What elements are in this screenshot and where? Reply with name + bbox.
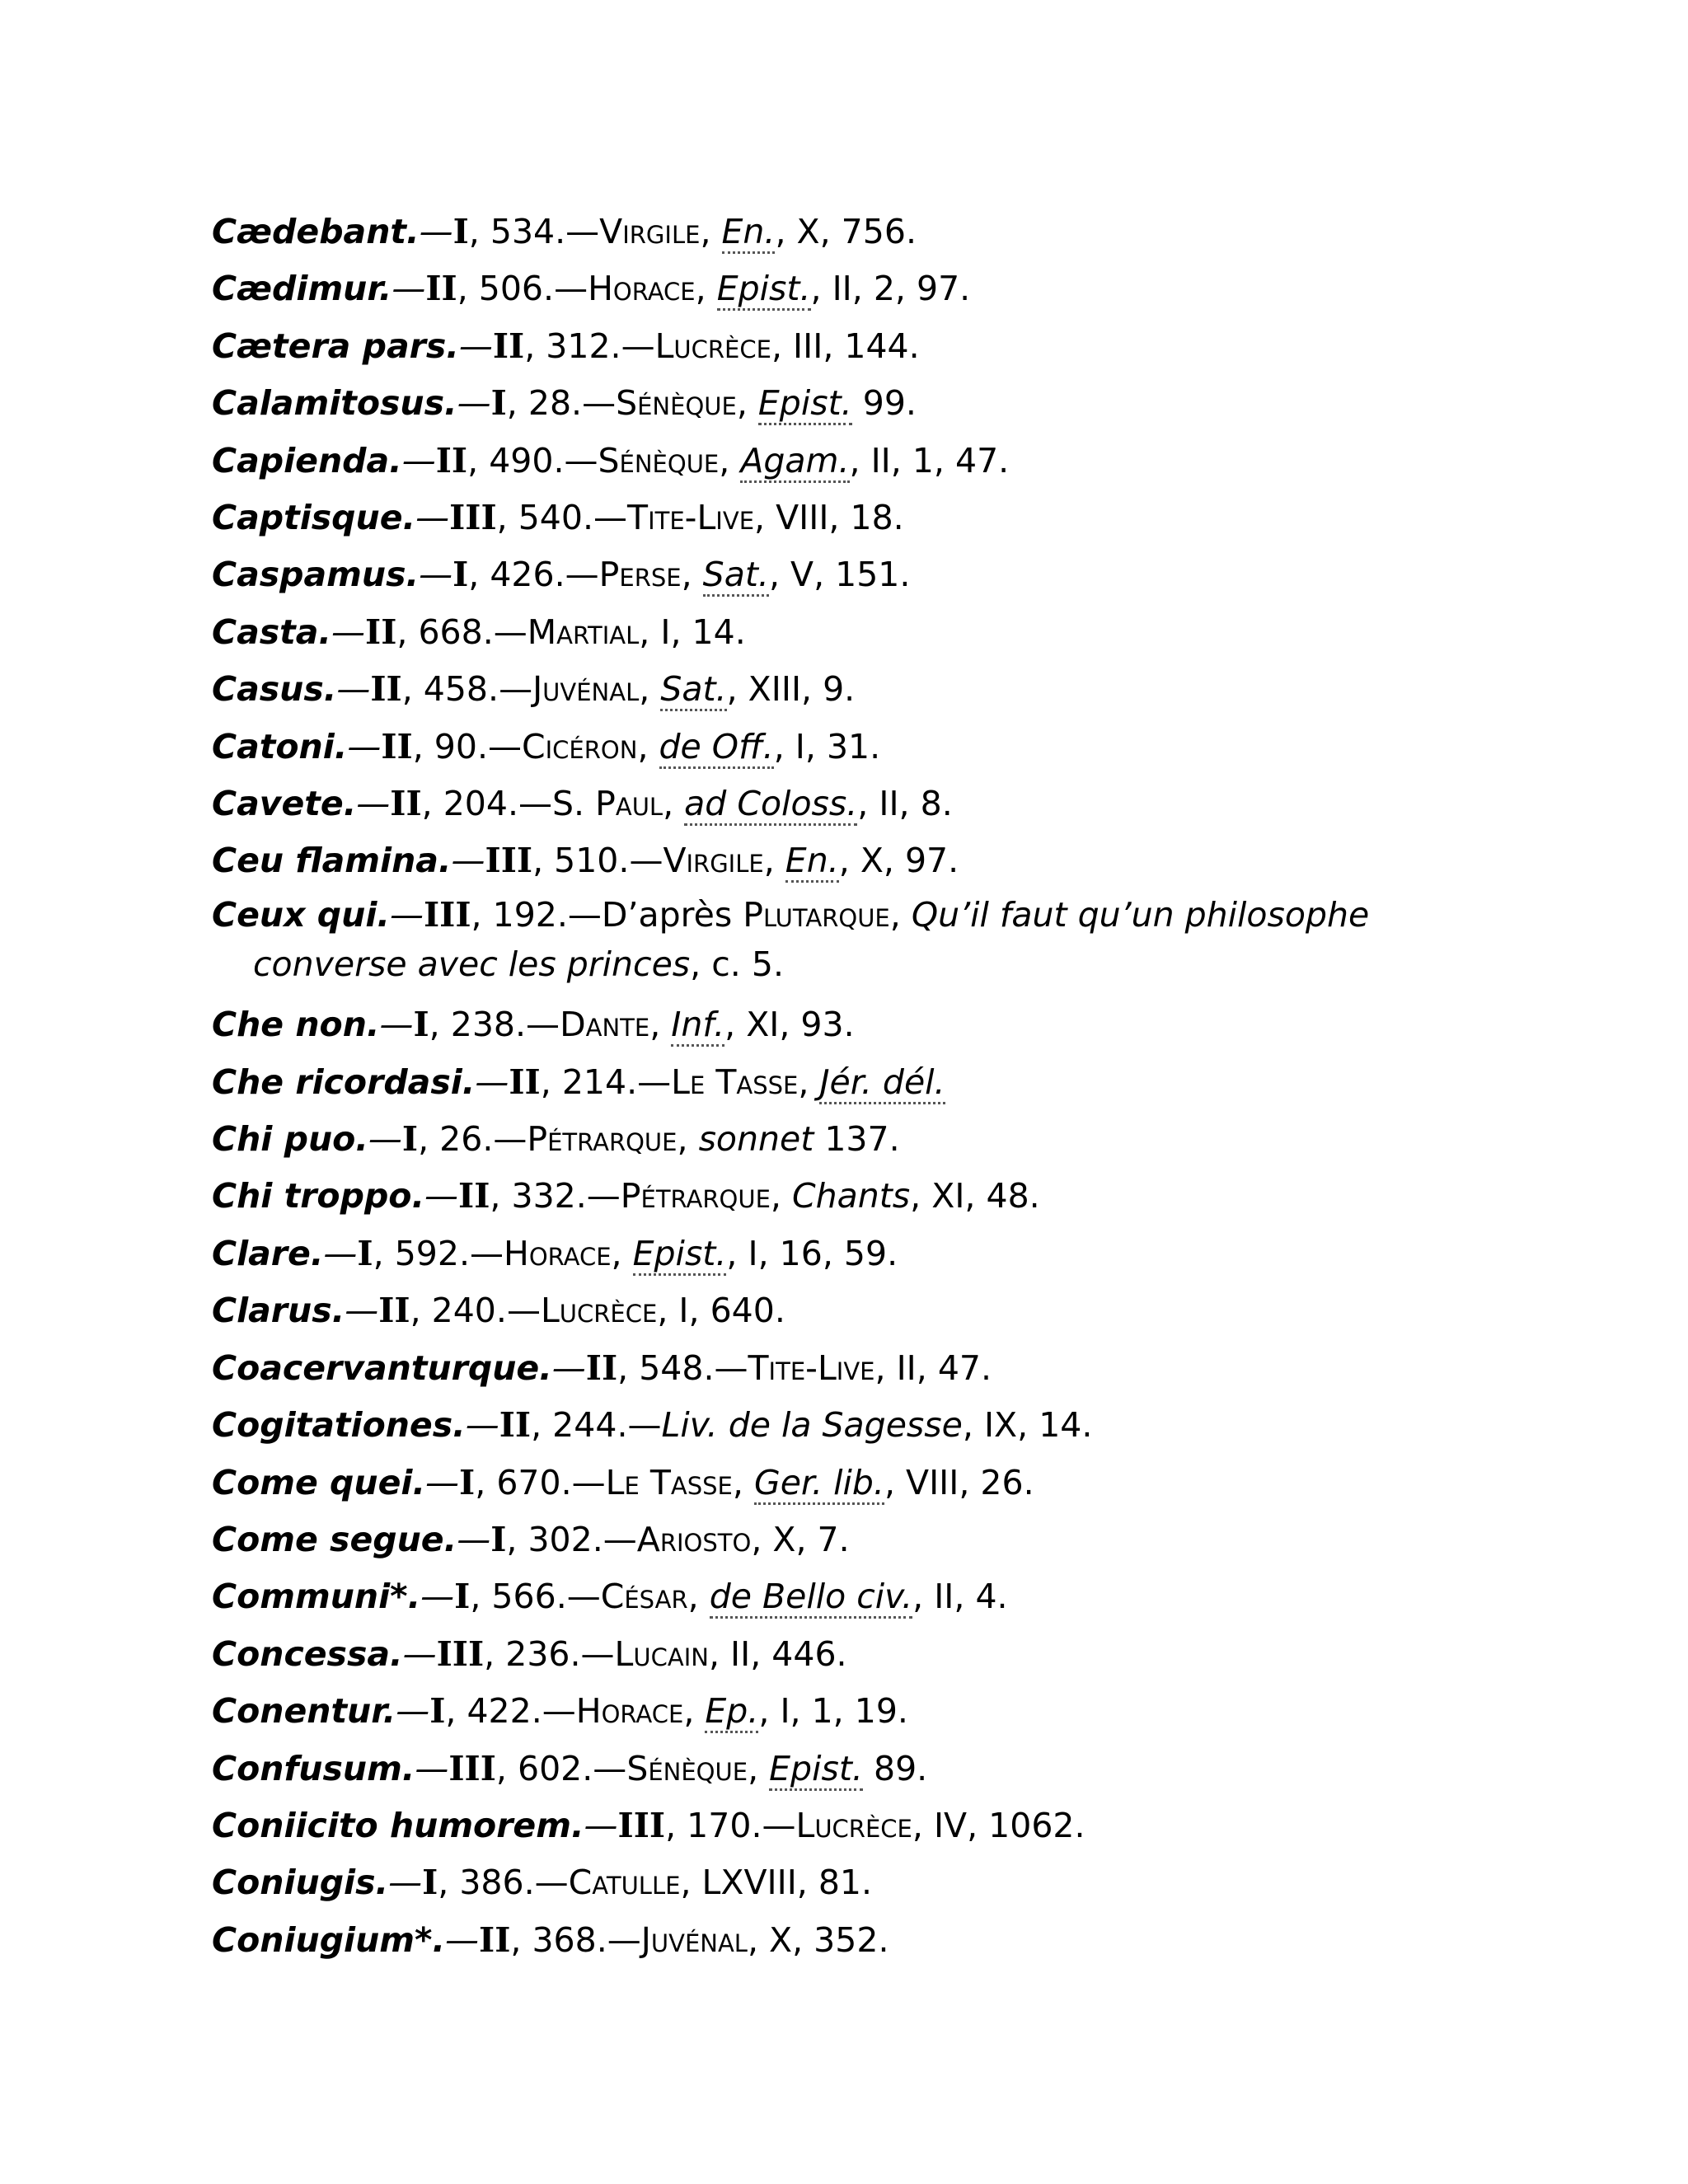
reference: I, 1, 19.: [780, 1691, 908, 1732]
index-entry: Chi puo.—I, 26.—Pétrarque, sonnet 137.: [212, 1119, 900, 1160]
headword: Chi troppo.: [212, 1176, 425, 1216]
headword: Come segue.: [212, 1519, 457, 1559]
em-dash: —: [379, 1005, 414, 1045]
work-abbreviation-link[interactable]: ad Coloss.: [684, 784, 857, 826]
author-name: Lucrèce: [654, 326, 771, 366]
author-prefix: D’après: [601, 894, 743, 935]
page-number: 238: [450, 1005, 516, 1045]
author-name: Catulle: [568, 1863, 681, 1903]
page-number: 192: [492, 894, 557, 935]
author-name: Dante: [560, 1005, 650, 1045]
reference: I, 14.: [660, 612, 746, 652]
page-number: 204: [443, 784, 508, 824]
em-dash: —: [388, 1863, 423, 1903]
em-dash: —: [475, 1062, 509, 1102]
em-dash: —: [331, 612, 366, 652]
author-name: Martial: [527, 612, 640, 652]
index-entry: Che non.—I, 238.—Dante, Inf., XI, 93.: [212, 996, 1498, 1053]
page-number: 422: [467, 1691, 532, 1732]
volume-number: I: [452, 555, 469, 595]
work-title: Liv. de la Sagesse: [661, 1405, 963, 1446]
page-number: 236: [505, 1633, 570, 1674]
headword: Cogitationes.: [212, 1405, 466, 1446]
headword: Che non.: [212, 1005, 380, 1045]
page-number: 368: [532, 1919, 597, 1960]
headword: Confusum.: [212, 1748, 415, 1788]
volume-number: II: [458, 1176, 490, 1216]
page-number: 240: [431, 1291, 496, 1331]
reference: XI, 93.: [746, 1005, 855, 1045]
page-number: 592: [394, 1233, 459, 1273]
page-number: 602: [518, 1748, 583, 1788]
volume-number: II: [509, 1062, 541, 1102]
em-dash: —: [465, 1405, 499, 1446]
page-number: 426: [490, 555, 555, 595]
index-entry: Captisque.—III, 540.—Tite-Live, VIII, 18.: [212, 498, 904, 538]
index-entry: Cavete.—II, 204.—S. Paul, ad Coloss., II, 8.: [212, 776, 1498, 832]
index-entry: Come segue.—I, 302.—Ariosto, X, 7.: [212, 1519, 850, 1559]
volume-number: III: [448, 1748, 496, 1788]
author-name: Horace: [504, 1233, 612, 1273]
author-name: Sénèque: [626, 1748, 748, 1788]
em-dash: —: [389, 894, 424, 935]
headword: Calamitosus.: [212, 383, 457, 424]
em-dash: —: [345, 1291, 379, 1331]
em-dash: —: [424, 1176, 459, 1216]
index-entry: Clarus.—II, 240.—Lucrèce, I, 640.: [212, 1291, 785, 1331]
headword: Conentur.: [212, 1691, 396, 1732]
index-entry: Casus.—II, 458.—Juvénal, Sat., XIII, 9.: [212, 661, 1498, 718]
index-entry: Confusum.—III, 602.—Sénèque, Epist. 89.: [212, 1741, 1498, 1797]
reference: XI, 48.: [931, 1176, 1040, 1216]
author-name: Virgile: [599, 212, 701, 251]
index-entry: Coacervanturque.—II, 548.—Tite-Live, II, 47.: [212, 1347, 992, 1388]
work-title: Qu’il faut qu’un philosophe converse avec les princes: [253, 894, 1370, 984]
work-abbreviation-link[interactable]: Sat.: [703, 555, 769, 597]
headword: Coacervanturque.: [212, 1347, 552, 1388]
page-number: 670: [496, 1462, 561, 1502]
headword: Ceux qui.: [212, 894, 390, 935]
reference: III, 144.: [793, 326, 920, 366]
work-abbreviation-link[interactable]: En.: [722, 212, 776, 254]
work-abbreviation-link[interactable]: Ep.: [705, 1691, 758, 1733]
work-abbreviation-link[interactable]: Epist.: [758, 383, 852, 425]
volume-number: I: [452, 212, 469, 251]
em-dash: —: [401, 440, 436, 480]
headword: Come quei.: [212, 1462, 426, 1502]
reference: LXVIII, 81.: [701, 1863, 873, 1903]
author-name: César: [600, 1577, 688, 1617]
em-dash: —: [458, 326, 493, 366]
headword: Cætera pars.: [212, 326, 459, 366]
author-name: Tite-Live: [627, 498, 755, 538]
headword: Cædimur.: [212, 269, 392, 309]
page-number: 244: [552, 1405, 617, 1446]
reference: X, 97.: [860, 841, 959, 881]
author-name: Lucrèce: [795, 1805, 912, 1845]
volume-number: III: [617, 1805, 666, 1845]
volume-number: II: [390, 784, 422, 824]
page-number: 548: [639, 1347, 704, 1388]
page-number: 312: [546, 326, 611, 366]
page-number: 458: [423, 669, 489, 710]
reference: 137.: [824, 1119, 900, 1160]
em-dash: —: [336, 669, 371, 710]
index-entry: Chi troppo.—II, 332.—Pétrarque, Chants, XI, 48.: [212, 1176, 1040, 1216]
index-entry: Cædebant.—I, 534.—Virgile, En., X, 756.: [212, 204, 1498, 260]
reference: X, 7.: [772, 1519, 850, 1559]
work-abbreviation-link[interactable]: En.: [785, 841, 839, 883]
page-number: 506: [478, 269, 544, 309]
em-dash: —: [457, 1519, 491, 1559]
page-number: 90: [434, 726, 477, 766]
em-dash: —: [419, 555, 453, 595]
reference: II, 446.: [730, 1633, 847, 1674]
author-name: Horace: [588, 269, 696, 309]
em-dash: —: [451, 841, 485, 881]
headword: Coniugis.: [212, 1863, 389, 1903]
index-entry: Cædimur.—II, 506.—Horace, Epist., II, 2, 97.: [212, 260, 1498, 317]
volume-number: III: [449, 498, 497, 538]
reference: I, 640.: [678, 1291, 785, 1331]
em-dash: —: [356, 784, 391, 824]
work-abbreviation-link[interactable]: Ger. lib.: [754, 1463, 884, 1505]
page-number: 26: [439, 1119, 483, 1160]
page-number: 214: [561, 1062, 627, 1102]
author-name: Virgile: [663, 841, 764, 881]
page-number: 668: [418, 612, 483, 652]
reference: IV, 1062.: [933, 1805, 1085, 1845]
headword: Concessa.: [212, 1633, 403, 1674]
volume-number: II: [365, 612, 397, 652]
index-entry: Caspamus.—I, 426.—Perse, Sat., V, 151.: [212, 546, 1498, 603]
volume-number: II: [499, 1405, 532, 1446]
em-dash: —: [396, 1691, 430, 1732]
page-number: 490: [489, 440, 554, 480]
work-abbreviation-link[interactable]: Inf.: [671, 1005, 724, 1047]
em-dash: —: [425, 1462, 460, 1502]
author-prefix: S.: [552, 784, 596, 824]
headword: Captisque.: [212, 498, 416, 538]
volume-number: I: [429, 1691, 446, 1732]
headword: Cavete.: [212, 784, 357, 824]
reference: c. 5.: [711, 944, 784, 984]
volume-number: II: [378, 1291, 410, 1331]
volume-number: II: [425, 269, 457, 309]
work-abbreviation-link[interactable]: Jér. dél.: [819, 1062, 945, 1104]
em-dash: —: [347, 726, 382, 766]
work-abbreviation-link[interactable]: de Bello civ.: [710, 1577, 912, 1619]
page-number: 28: [528, 383, 572, 424]
index-entry: Coniicito humorem.—III, 170.—Lucrèce, IV, 1062.: [212, 1805, 1085, 1845]
em-dash: —: [419, 212, 453, 251]
author-name: Sénèque: [616, 383, 737, 424]
headword: Coniugium*.: [212, 1919, 446, 1960]
em-dash: —: [368, 1119, 402, 1160]
volume-number: I: [490, 383, 507, 424]
reference: X, 352.: [769, 1919, 889, 1960]
volume-number: II: [479, 1919, 511, 1960]
reference: I, 31.: [795, 726, 881, 766]
author-name: Plutarque: [743, 894, 890, 935]
author-name: Ariosto: [636, 1519, 752, 1559]
volume-number: I: [357, 1233, 373, 1273]
index-entry: Cætera pars.—II, 312.—Lucrèce, III, 144.: [212, 326, 920, 366]
headword: Clarus.: [212, 1291, 345, 1331]
em-dash: —: [415, 498, 450, 538]
reference: 89.: [873, 1748, 928, 1788]
author-name: Le Tasse: [671, 1062, 799, 1102]
author-name: Paul: [595, 784, 663, 824]
page-number: 332: [511, 1176, 576, 1216]
index-entry: Coniugis.—I, 386.—Catulle, LXVIII, 81.: [212, 1863, 873, 1903]
work-abbreviation-link[interactable]: Sat.: [660, 669, 726, 711]
volume-number: II: [370, 669, 402, 710]
author-name: Tite-Live: [748, 1347, 875, 1388]
reference: VIII, 26.: [906, 1462, 1034, 1502]
author-name: Perse: [598, 555, 682, 595]
em-dash: —: [323, 1233, 358, 1273]
index-entry: Che ricordasi.—II, 214.—Le Tasse, Jér. dél.: [212, 1054, 1498, 1111]
index-entry: Calamitosus.—I, 28.—Sénèque, Epist. 99.: [212, 375, 1498, 432]
reference: II, 4.: [934, 1577, 1008, 1617]
index-entry: Cogitationes.—II, 244.—Liv. de la Sagesse, IX, 14.: [212, 1405, 1093, 1446]
headword: Casus.: [212, 669, 337, 710]
citation-index: [212, 204, 1498, 1969]
volume-number: III: [485, 841, 533, 881]
author-name: Lucain: [614, 1633, 709, 1674]
work-abbreviation-link[interactable]: Epist.: [633, 1234, 727, 1276]
em-dash: —: [551, 1347, 586, 1388]
em-dash: —: [457, 383, 491, 424]
reference: VIII, 18.: [776, 498, 904, 538]
work-abbreviation-link[interactable]: de Off.: [659, 727, 774, 769]
index-entry: Capienda.—II, 490.—Sénèque, Agam., II, 1, 47.: [212, 433, 1498, 490]
em-dash: —: [402, 1633, 437, 1674]
volume-number: II: [435, 440, 468, 480]
headword: Coniicito humorem.: [212, 1805, 584, 1845]
index-entry: Ceu flamina.—III, 510.—Virgile, En., X, 97.: [212, 832, 1498, 889]
headword: Cædebant.: [212, 212, 420, 251]
page-number: 510: [554, 841, 619, 881]
work-abbreviation-link[interactable]: Agam.: [740, 441, 849, 483]
index-entry: Concessa.—III, 236.—Lucain, II, 446.: [212, 1633, 847, 1674]
page-number: 170: [687, 1805, 752, 1845]
index-entry: Coniugium*.—II, 368.—Juvénal, X, 352.: [212, 1919, 889, 1960]
volume-number: I: [490, 1519, 507, 1559]
page-number: 534: [490, 212, 556, 251]
index-entry: Casta.—II, 668.—Martial, I, 14.: [212, 612, 746, 652]
em-dash: —: [392, 269, 426, 309]
work-abbreviation-link[interactable]: Epist.: [769, 1749, 863, 1791]
em-dash: —: [584, 1805, 618, 1845]
index-entry: Come quei.—I, 670.—Le Tasse, Ger. lib., VIII, 26.: [212, 1455, 1498, 1511]
author-name: Horace: [575, 1691, 684, 1732]
headword: Clare.: [212, 1233, 324, 1273]
headword: Che ricordasi.: [212, 1062, 476, 1102]
volume-number: II: [585, 1347, 618, 1388]
page-number: 540: [518, 498, 583, 538]
volume-number: I: [413, 1005, 429, 1045]
work-title: sonnet: [698, 1119, 814, 1160]
reference: II, 8.: [879, 784, 953, 824]
work-title: Chants: [791, 1176, 911, 1216]
reference: II, 47.: [896, 1347, 992, 1388]
author-name: Lucrèce: [540, 1291, 658, 1331]
reference: 99.: [862, 383, 917, 424]
volume-number: I: [422, 1863, 438, 1903]
author-name: Le Tasse: [605, 1462, 733, 1502]
author-name: Cicéron: [522, 726, 638, 766]
volume-number: II: [492, 326, 525, 366]
reference: X, 756.: [796, 212, 917, 251]
page-number: 386: [459, 1863, 524, 1903]
author-name: Pétrarque: [620, 1176, 771, 1216]
author-name: Sénèque: [598, 440, 720, 480]
reference: XIII, 9.: [748, 669, 856, 710]
index-entry: Communi*.—I, 566.—César, de Bello civ., II, 4.: [212, 1568, 1498, 1625]
reference: V, 151.: [790, 555, 911, 595]
em-dash: —: [445, 1919, 480, 1960]
headword: Ceu flamina.: [212, 841, 452, 881]
author-name: Juvénal: [532, 669, 640, 710]
headword: Casta.: [212, 612, 332, 652]
index-entry: Clare.—I, 592.—Horace, Epist., I, 16, 59.: [212, 1226, 1498, 1282]
author-name: Juvénal: [640, 1919, 748, 1960]
em-dash: —: [420, 1577, 455, 1617]
volume-number: III: [436, 1633, 485, 1674]
work-abbreviation-link[interactable]: Epist.: [717, 269, 811, 311]
headword: Capienda.: [212, 440, 402, 480]
page-number: 566: [491, 1577, 556, 1617]
volume-number: I: [454, 1577, 471, 1617]
em-dash: —: [415, 1748, 449, 1788]
headword: Catoni.: [212, 726, 348, 766]
volume-number: II: [381, 726, 413, 766]
reference: IX, 14.: [983, 1405, 1093, 1446]
reference: I, 16, 59.: [748, 1233, 898, 1273]
headword: Communi*.: [212, 1577, 421, 1617]
headword: Caspamus.: [212, 555, 420, 595]
index-entry: Ceux qui.—III, 192.—D’après Plutarque, Qu’il faut qu’un philosophe converse avec les princes, c. 5.: [212, 894, 1370, 984]
reference: II, 2, 97.: [832, 269, 971, 309]
volume-number: I: [459, 1462, 476, 1502]
reference: II, 1, 47.: [870, 440, 1010, 480]
volume-number: III: [423, 894, 471, 935]
volume-number: I: [401, 1119, 419, 1160]
index-entry: Conentur.—I, 422.—Horace, Ep., I, 1, 19.: [212, 1683, 1498, 1740]
page-number: 302: [528, 1519, 593, 1559]
index-entry: Catoni.—II, 90.—Cicéron, de Off., I, 31.: [212, 719, 1498, 776]
headword: Chi puo.: [212, 1119, 368, 1160]
author-name: Pétrarque: [527, 1119, 678, 1160]
